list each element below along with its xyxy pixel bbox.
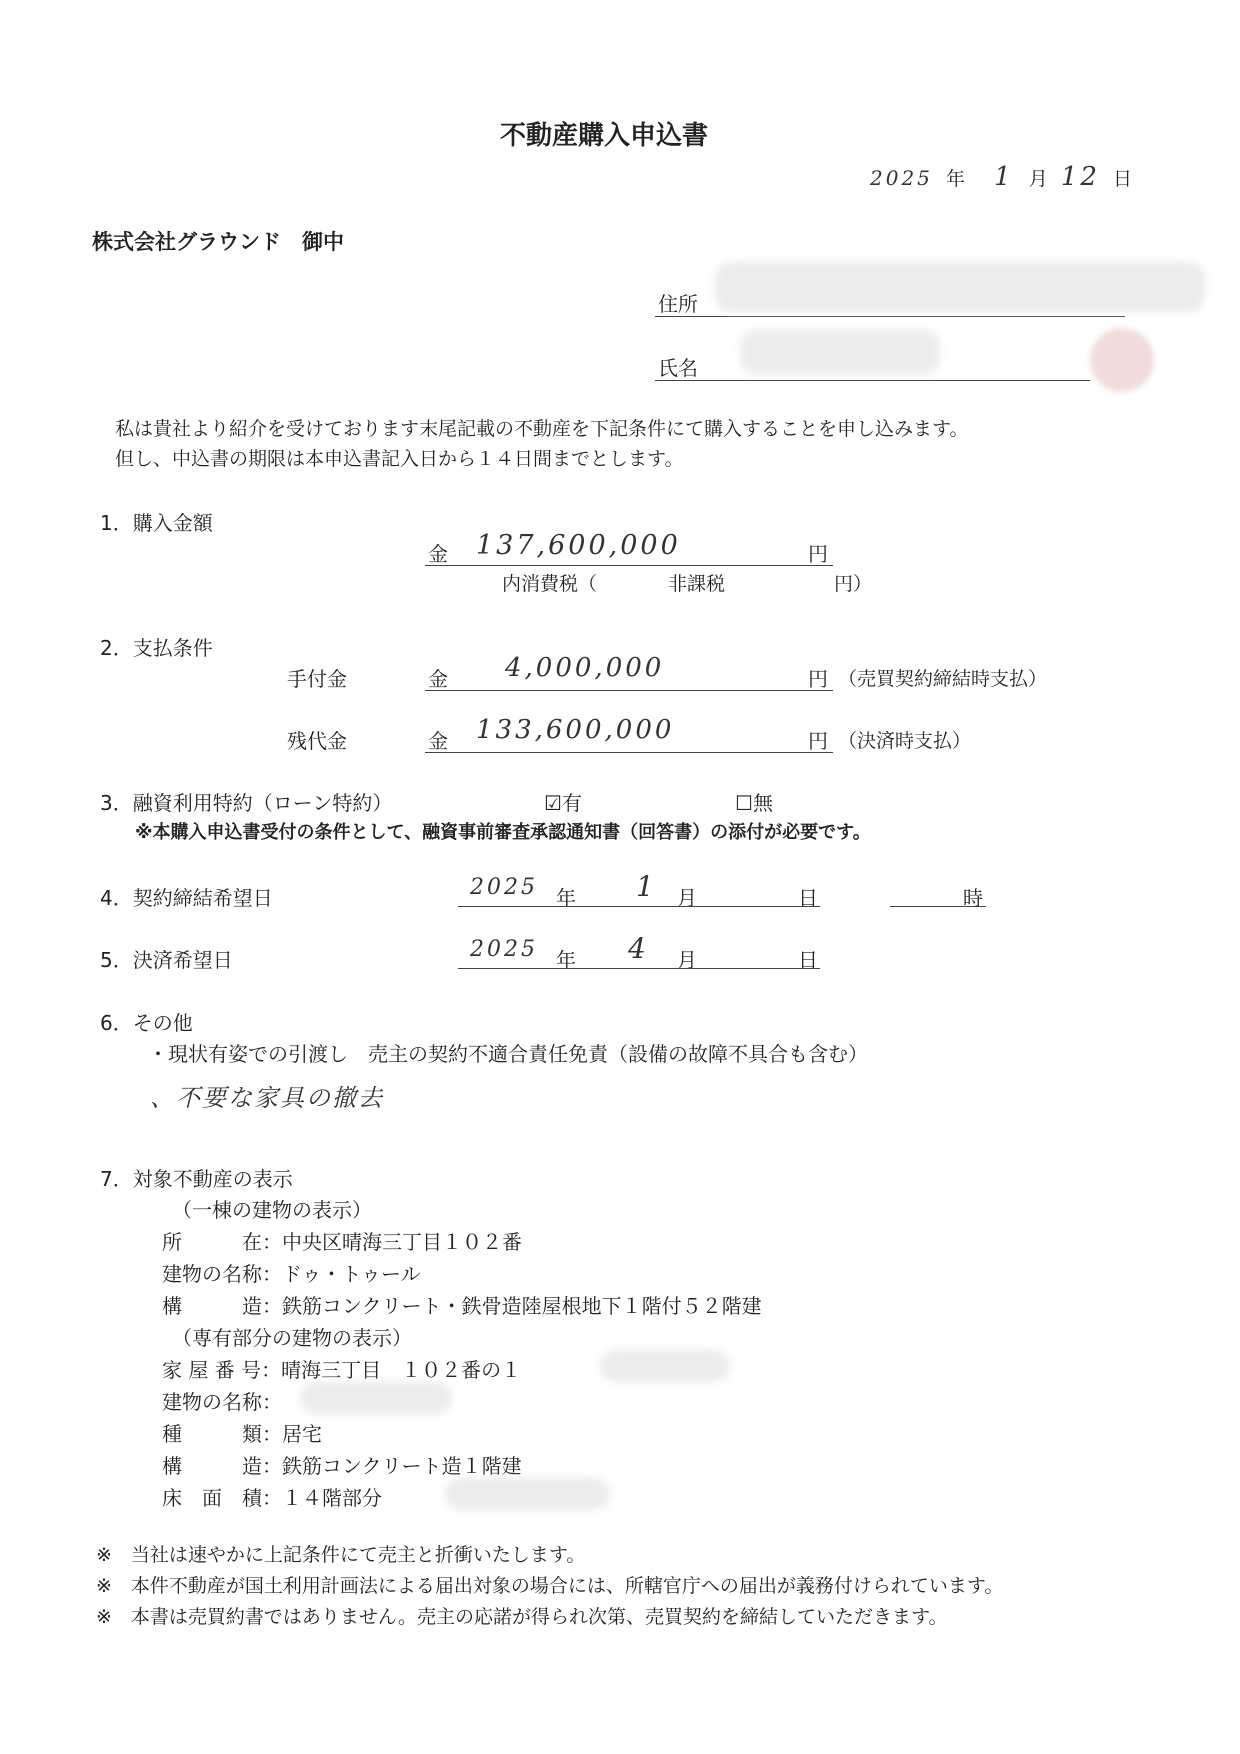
purchase-price-prefix: 金 [428,542,448,566]
redacted-unit-name [300,1382,452,1414]
house-number: 家 屋 番 号：晴海三丁目 １０２番の１ [162,1358,522,1382]
loan-condition-note: ※本購入申込書受付の条件として、融資事前審査承認通知書（回答書）の添付が必要です。 [135,822,871,843]
purchase-price-underline [425,565,833,566]
date-day-unit: 日 [1113,168,1133,190]
settlement-month: 4 [628,932,649,965]
address-underline [655,316,1125,317]
date-year: 2025 [870,166,933,190]
floor-area: 床 面 積：１４階部分 [162,1486,382,1510]
name-underline [655,380,1090,381]
name-label: 氏名 [658,356,698,380]
balance-unit: 円 [808,729,828,753]
balance-label: 残代金 [287,729,347,753]
building-structure: 構 造：鉄筋コンクリート・鉄骨造陸屋根地下１階付５２階建 [162,1294,762,1318]
contract-hour-unit: 時 [963,886,983,910]
tax-label: 内消費税（ [502,573,598,595]
application-date [870,162,1132,192]
settlement-year-unit: 年 [556,948,576,972]
deposit-underline [425,690,833,691]
personal-seal [1090,328,1154,392]
deposit-amount: 4,000,000 [505,653,665,683]
redacted-name [740,330,940,374]
redacted-address [715,262,1205,312]
building-subheading: （一棟の建物の表示） [172,1198,372,1222]
unit-kind: 種 類：居宅 [162,1422,322,1446]
date-year-unit: 年 [946,168,966,190]
settlement-year: 2025 [470,937,538,962]
addressee: 株式会社グラウンド 御中 [92,230,344,254]
contract-date-underline [458,906,820,907]
loan-no-option[interactable] [735,787,773,816]
date-month: 1 [994,162,1014,192]
date-month-unit: 月 [1028,168,1048,190]
loan-yes-option[interactable] [544,787,582,816]
page-title: 不動産購入申込書 [500,121,709,151]
deposit-prefix: 金 [428,667,448,691]
contract-month: 1 [636,870,657,903]
note-3: ※ 本書は売買約書ではありません。売主の応諾が得られ次第、売買契約を締結していただきます。 [96,1606,948,1628]
loan-yes-label: 有 [561,791,582,815]
unit-structure: 構 造：鉄筋コンクリート造１階建 [162,1454,522,1478]
loan-yes-checkbox[interactable]: ☑ [544,791,562,815]
settlement-month-unit: 月 [677,948,697,972]
section-5-heading: 5．決済希望日 [100,948,233,972]
purchase-price-amount: 137,600,000 [476,530,681,561]
contract-year-unit: 年 [556,886,576,910]
property-location: 所 在：中央区晴海三丁目１０２番 [162,1230,522,1254]
section-3-heading: 3．融資利用特約（ローン特約） [100,791,393,815]
section-6-heading: 6．その他 [100,1011,193,1035]
balance-underline [425,752,833,753]
redacted-house-number [600,1350,730,1382]
balance-amount: 133,600,000 [476,715,675,745]
deposit-unit: 円 [808,667,828,691]
intro-line-1: 私は貴社より紹介を受けております末尾記載の不動産を下記条件にて購入することを申し込みます。 [115,418,969,440]
settlement-day-unit: 日 [798,948,818,972]
tax-close: 円） [834,573,873,595]
contract-year: 2025 [470,875,538,900]
date-day: 12 [1060,162,1100,192]
purchase-price-unit: 円 [808,542,828,566]
note-1: ※ 当社は速やかに上記条件にて売主と折衝いたします。 [96,1544,586,1566]
other-item-2-handwritten: 、不要な家具の撤去 [150,1084,384,1112]
section-1-heading: 1．購入金額 [100,511,213,535]
note-2: ※ 本件不動産が国土利用計画法による届出対象の場合には、所轄官庁への届出が義務付けられています。 [96,1575,1004,1597]
loan-no-label: 無 [752,791,773,815]
unit-subheading: （専有部分の建物の表示） [172,1326,412,1350]
section-2-heading: 2．支払条件 [100,636,213,660]
building-name: 建物の名称：ドゥ・トゥール [162,1262,421,1286]
deposit-note: （売買契約締結時支払） [838,668,1048,690]
other-item-1: ・現状有姿での引渡し 売主の契約不適合責任免責（設備の故障不具合も含む） [148,1042,868,1066]
balance-prefix: 金 [428,729,448,753]
settlement-date-underline [458,968,820,969]
tax-value: 非課税 [668,573,726,595]
section-7-heading: 7．対象不動産の表示 [100,1167,293,1191]
contract-month-unit: 月 [677,886,697,910]
address-label: 住所 [658,292,698,316]
redacted-floor-area [445,1478,610,1510]
contract-day-unit: 日 [798,886,818,910]
deposit-label: 手付金 [287,667,347,691]
section-4-heading: 4．契約締結希望日 [100,886,273,910]
unit-name: 建物の名称： [162,1390,282,1414]
balance-note: （決済時支払） [838,730,972,752]
intro-line-2: 但し、中込書の期限は本申込書記入日から１４日間までとします。 [115,448,684,470]
contract-hour-underline [890,906,986,907]
loan-no-checkbox[interactable]: ☐ [735,791,753,815]
